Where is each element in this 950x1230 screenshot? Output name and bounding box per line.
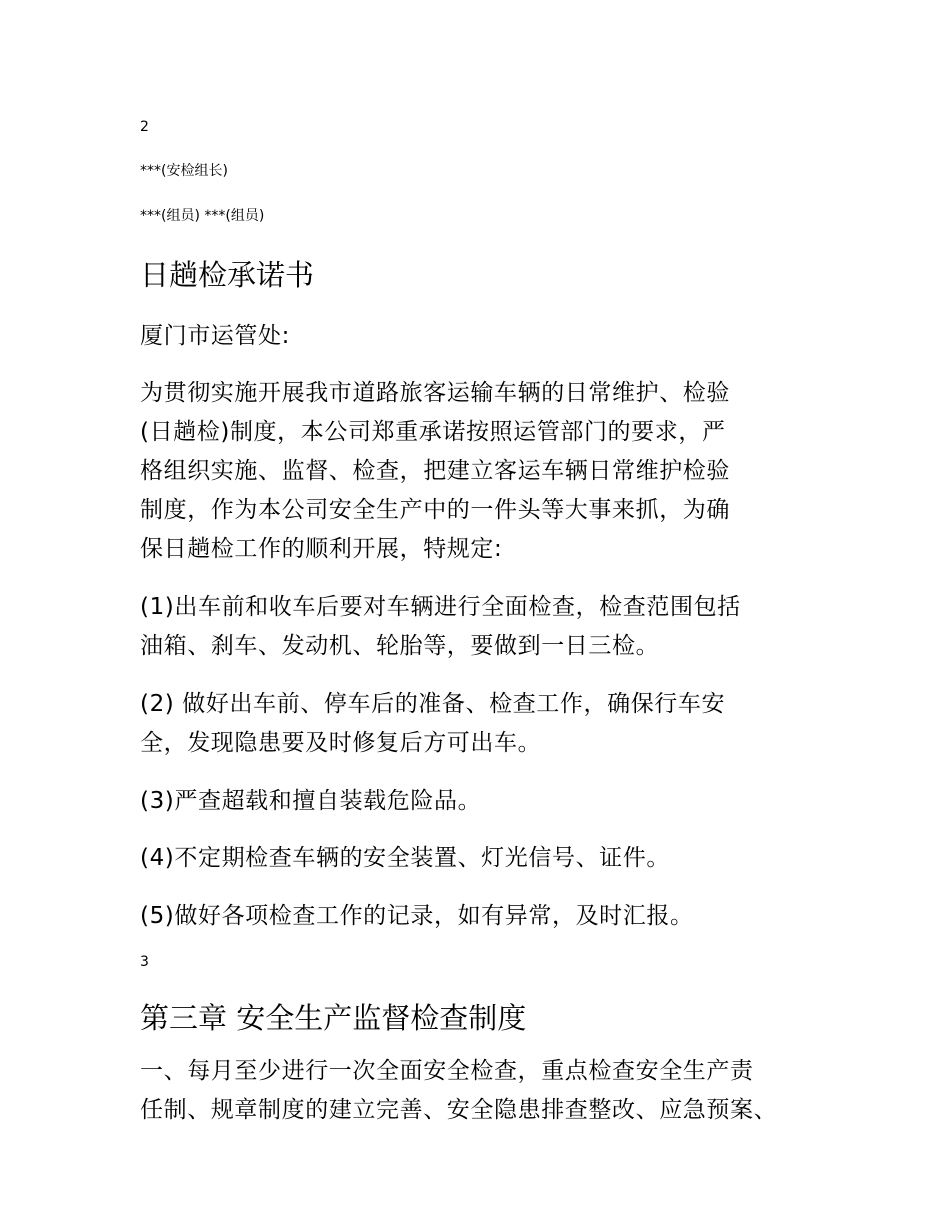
intro-line: 保日趟检工作的顺利开展，特规定:: [140, 536, 503, 562]
rule-item-4: (4)不定期检查车辆的安全装置、灯光信号、证件。: [140, 845, 670, 871]
chapter-line: 一、每月至少进行一次全面安全检查，重点检查安全生产责: [140, 1058, 754, 1084]
rule-item-5: (5)做好各项检查工作的记录，如有异常，及时汇报。: [140, 903, 694, 929]
chapter-line: 任制、规章制度的建立完善、安全隐患排查整改、应急预案、: [140, 1097, 778, 1123]
page-number-2: 2: [140, 119, 149, 135]
commitment-title: 日趟检承诺书: [140, 258, 315, 292]
team-members-line: ***(组员) ***(组员): [140, 208, 265, 224]
rule-line: (1)出车前和收车后要对车辆进行全面检查，检查范围包括: [140, 594, 741, 620]
rule-line: (2) 做好出车前、停车后的准备、检查工作，确保行车安: [140, 691, 726, 717]
intro-line: 格组织实施、监督、检查，把建立客运车辆日常维护检验: [140, 458, 730, 484]
rule-item-3: (3)严查超载和擅自装载危险品。: [140, 788, 482, 814]
rule-line: 全，发现隐患要及时修复后方可出车。: [140, 730, 542, 756]
intro-paragraph: [140, 374, 815, 569]
intro-line: (日趟检)制度，本公司郑重承诺按照运管部门的要求，严: [140, 419, 726, 445]
chapter-title: 第三章 安全生产监督检查制度: [140, 1001, 527, 1035]
chapter-paragraph: [140, 1052, 815, 1130]
addressee: 厦门市运管处:: [140, 323, 290, 349]
rule-item-2: [140, 685, 815, 763]
page-number-3: 3: [140, 954, 149, 970]
team-leader-line: ***(安检组长): [140, 163, 228, 179]
rule-item-1: [140, 588, 815, 666]
rule-line: 油箱、刹车、发动机、轮胎等，要做到一日三检。: [140, 633, 660, 659]
intro-line: 为贯彻实施开展我市道路旅客运输车辆的日常维护、检验: [140, 380, 730, 406]
intro-line: 制度，作为本公司安全生产中的一件头等大事来抓，为确: [140, 497, 730, 523]
